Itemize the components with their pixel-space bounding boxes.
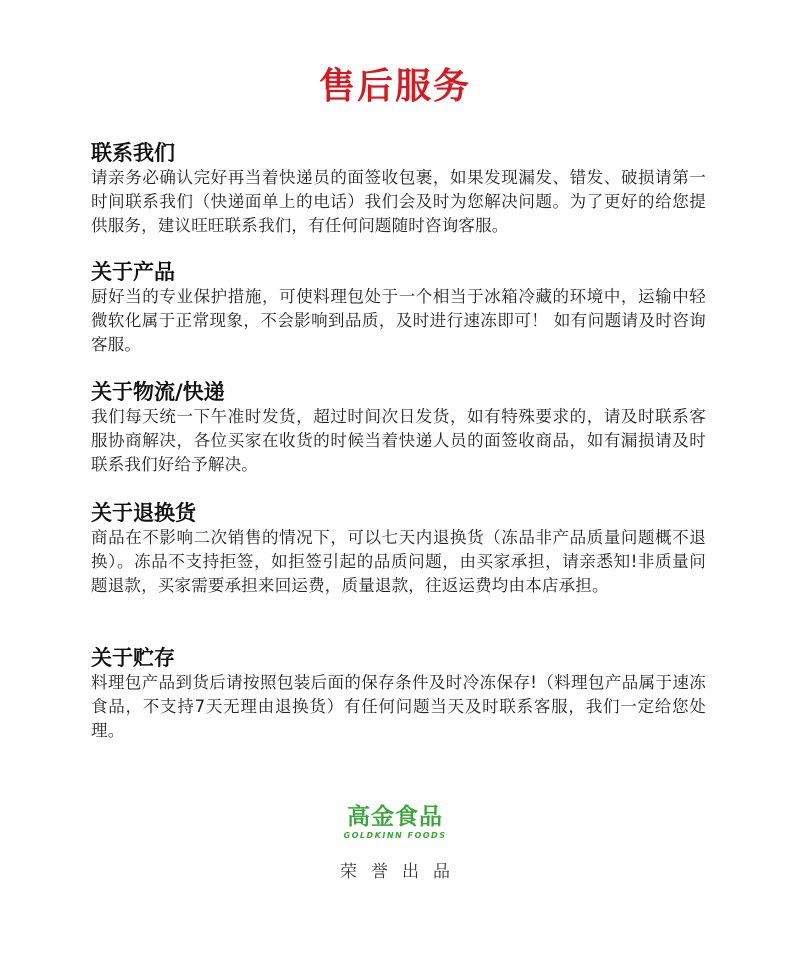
section-about-returns <box>91 500 706 598</box>
section-heading: 关于贮存 <box>91 646 175 670</box>
section-about-product <box>91 259 706 357</box>
section-heading: 联系我们 <box>91 141 175 165</box>
section-text: 我们每天统一下午准时发货，超过时间次日发货，如有特殊要求的，请及时联系客服协商解决，各位买家在收货的时候当着快递人员的面签收商品，如有漏损请及时联系我们好给予解决。 <box>91 407 706 474</box>
brand-english-name: GOLDKINN FOODS <box>343 831 447 840</box>
section-heading: 关于退换货 <box>91 501 196 525</box>
brand-name: 高金食品 <box>347 804 443 830</box>
section-contact-us <box>91 140 706 238</box>
section-heading: 关于产品 <box>91 260 175 284</box>
brand-logo <box>0 803 790 882</box>
section-text: 商品在不影响二次销售的情况下，可以七天内退换货（冻品非产品质量问题概不退换）。冻品不支持拒签，如拒签引起的品质问题，由买家承担，请亲悉知!非质量问题退款，买家需要承担来回运费，质量退款，往返运费均由本店承担。 <box>91 528 706 595</box>
section-text: 厨好当的专业保护措施，可使料理包处于一个相当于冰箱冷藏的环境中，运输中轻微软化属于正常现象，不会影响到品质，及时进行速冻即可！ 如有问题请及时咨询客服。 <box>91 287 706 354</box>
page-title: 售后服务 <box>318 65 471 107</box>
section-about-storage <box>91 645 706 743</box>
brand-tagline: 荣誉出品 <box>340 862 464 882</box>
section-about-shipping <box>91 379 706 477</box>
section-heading: 关于物流/快递 <box>91 380 225 404</box>
section-text: 料理包产品到货后请按照包装后面的保存条件及时冷冻保存!（料理包产品属于速冻食品，不支持7天无理由退换货）有任何问题当天及时联系客服，我们一定给您处理。 <box>91 673 706 740</box>
section-text: 请亲务必确认完好再当着快递员的面签收包裹，如果发现漏发、错发、破损请第一时间联系我们（快递面单上的电话）我们会及时为您解决问题。为了更好的给您提供服务，建议旺旺联系我们，有任何问题随时咨询客服。 <box>91 168 706 235</box>
